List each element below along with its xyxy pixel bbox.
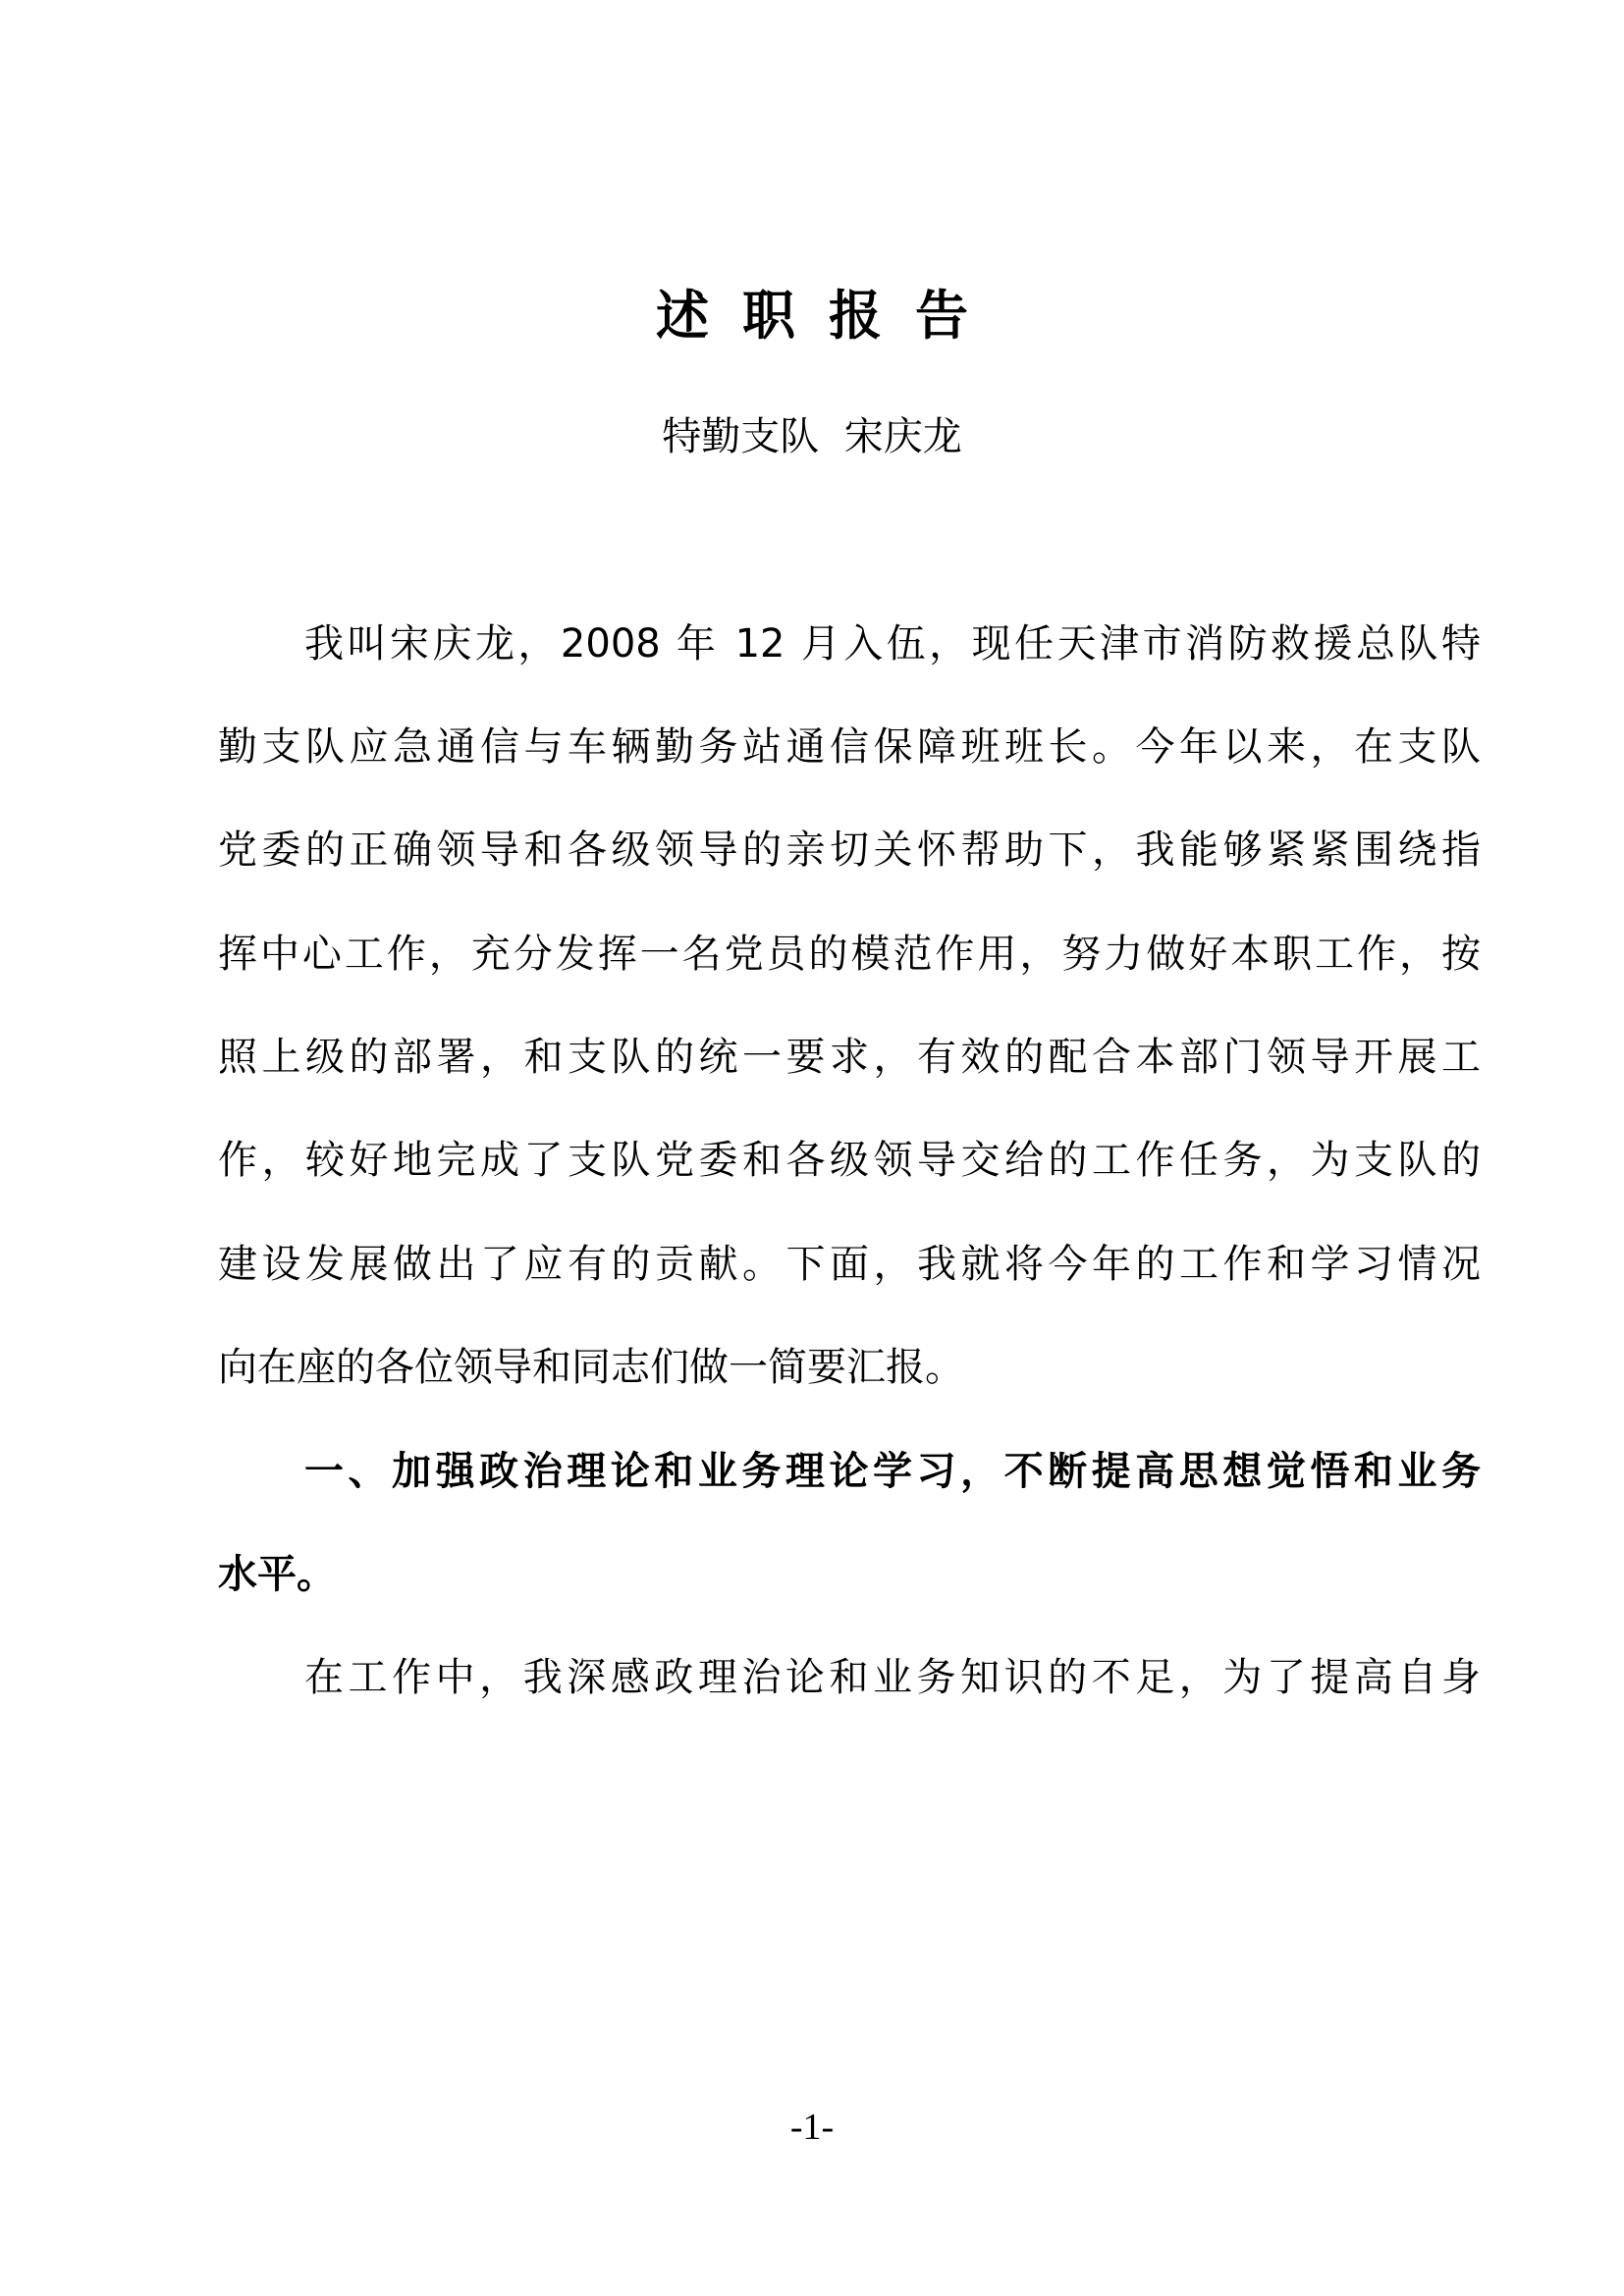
section-heading-line-2: 水平。	[218, 1552, 336, 1597]
intro-line-3: 党委的正确领导和各级领导的亲切关怀帮助下，我能够紧紧围绕指	[218, 828, 1481, 873]
intro-line-1: 我叫宋庆龙，2008 年 12 月入伍，现任天津市消防救援总队特	[304, 621, 1481, 667]
intro-line-5: 照上级的部署，和支队的统一要求，有效的配合本部门领导开展工	[218, 1035, 1481, 1080]
section-heading-line-1: 一、加强政治理论和业务理论学习，不断提高思想觉悟和业务	[304, 1449, 1481, 1494]
intro-line-8: 向在座的各位领导和同志们做一简要汇报。	[218, 1345, 964, 1390]
intro-line-6: 作，较好地完成了支队党委和各级领导交给的工作任务，为支队的	[218, 1138, 1481, 1183]
intro-line-2: 勤支队应急通信与车辆勤务站通信保障班班长。今年以来，在支队	[218, 724, 1481, 770]
document-title: 述职报告	[656, 284, 1001, 347]
page-number: -1-	[789, 2107, 835, 2148]
section-body-line-1: 在工作中，我深感政理治论和业务知识的不足，为了提高自身	[304, 1655, 1481, 1700]
intro-line-4: 挥中心工作，充分发挥一名党员的模范作用，努力做好本职工作，按	[218, 932, 1481, 977]
intro-line-7: 建设发展做出了应有的贡献。下面，我就将今年的工作和学习情况	[218, 1242, 1481, 1287]
author-line: 特勤支队 宋庆龙	[662, 414, 962, 459]
